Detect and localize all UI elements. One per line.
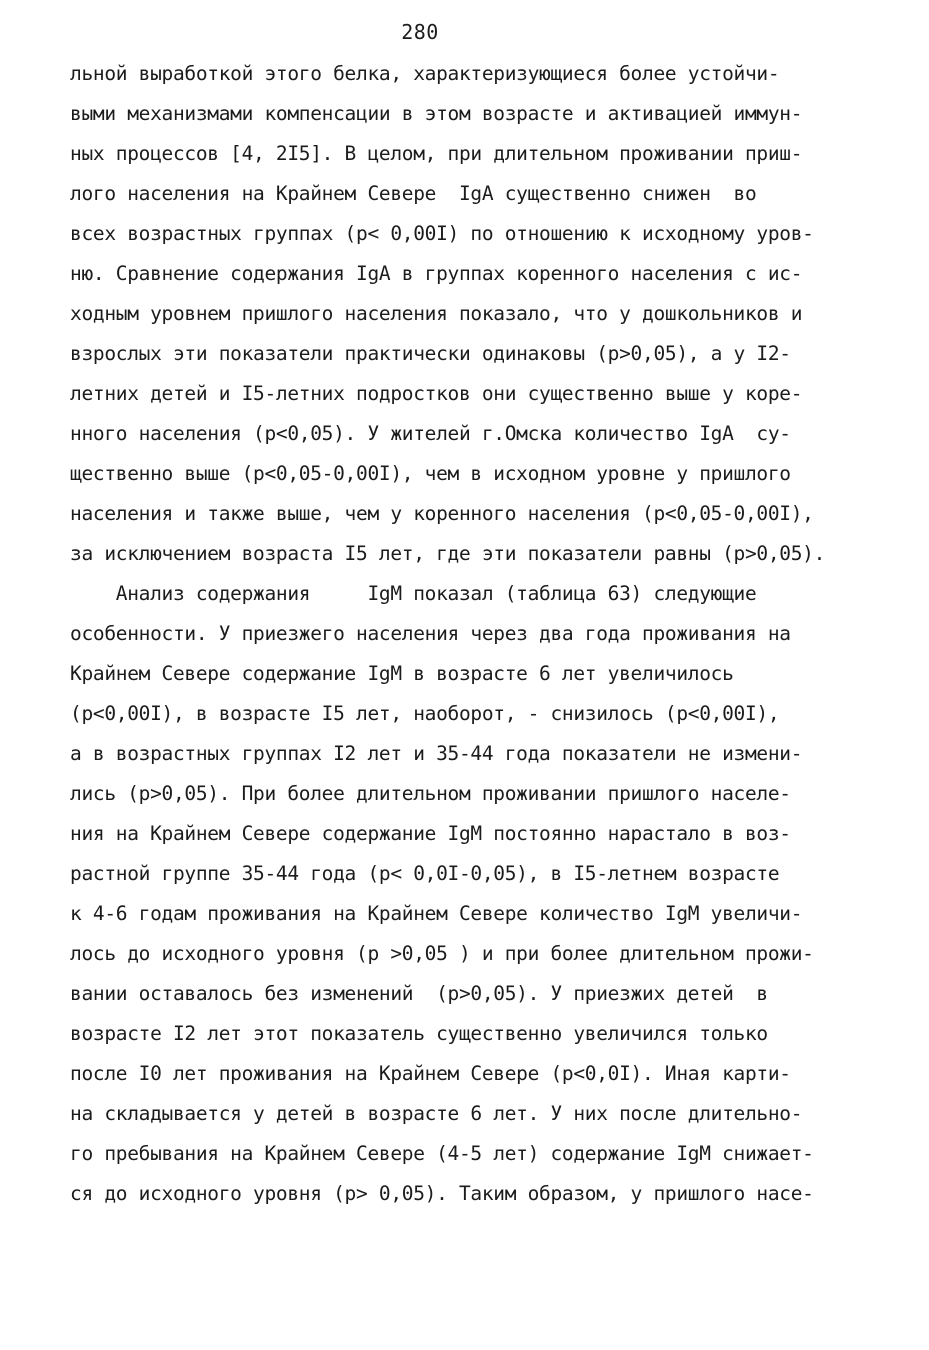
text-line: Крайнем Севере содержание IgM в возрасте 6 лет увеличилось: [70, 662, 734, 685]
text-line: (p<0,00I), в возрасте I5 лет, наоборот, - снизилось (p<0,00I),: [70, 702, 780, 725]
page-number: 280: [401, 20, 439, 44]
text-line: ных процессов [4, 2I5]. В целом, при длительном проживании приш-: [70, 142, 803, 165]
text-line: ния на Крайнем Севере содержание IgM постоянно нарастало в воз-: [70, 822, 791, 845]
text-line: ню. Сравнение содержания IgA в группах коренного населения с ис-: [70, 262, 803, 285]
text-line: вании оставалось без изменений (p>0,05). У приезжих детей в: [70, 982, 768, 1005]
text-line: взрослых эти показатели практически одинаковы (p>0,05), а у I2-: [70, 342, 791, 365]
text-line: за исключением возраста I5 лет, где эти показатели равны (p>0,05).: [70, 542, 826, 565]
text-line: особенности. У приезжего населения через два года проживания на: [70, 622, 791, 645]
text-line: на складывается у детей в возрасте 6 лет. У них после длительно-: [70, 1102, 803, 1125]
text-line: лись (p>0,05). При более длительном проживании пришлого населе-: [70, 782, 791, 805]
text-line: ходным уровнем пришлого населения показало, что у дошкольников и: [70, 302, 803, 325]
text-line: после I0 лет проживания на Крайнем Севере (p<0,0I). Иная карти-: [70, 1062, 791, 1085]
text-line: а в возрастных группах I2 лет и 35-44 года показатели не измени-: [70, 742, 803, 765]
text-line: ся до исходного уровня (p> 0,05). Таким образом, у пришлого насе-: [70, 1182, 814, 1205]
text-line: нного населения (p<0,05). У жителей г.Омска количество IgA су-: [70, 422, 791, 445]
text-line: Анализ содержания IgM показал (таблица 63) следующие: [70, 582, 757, 605]
text-line: го пребывания на Крайнем Севере (4-5 лет) содержание IgM снижает-: [70, 1142, 814, 1165]
text-line: возрасте I2 лет этот показатель существенно увеличился только: [70, 1022, 768, 1045]
text-line: всех возрастных группах (p< 0,00I) по отношению к исходному уров-: [70, 222, 814, 245]
text-line: лось до исходного уровня (p >0,05 ) и при более длительном прожи-: [70, 942, 814, 965]
text-line: к 4-6 годам проживания на Крайнем Севере количество IgM увеличи-: [70, 902, 803, 925]
text-line: лого населения на Крайнем Севере IgA существенно снижен во: [70, 182, 757, 205]
text-line: выми механизмами компенсации в этом возрасте и активацией иммун-: [70, 102, 803, 125]
text-line: растной группе 35-44 года (p< 0,0I-0,05), в I5-летнем возрасте: [70, 862, 780, 885]
text-line: летних детей и I5-летних подростков они существенно выше у коре-: [70, 382, 803, 405]
text-line: льной выработкой этого белка, характеризующиеся более устойчи-: [70, 62, 780, 85]
text-line: щественно выше (p<0,05-0,00I), чем в исходном уровне у пришлого: [70, 462, 791, 485]
text-line: населения и также выше, чем у коренного населения (p<0,05-0,00I),: [70, 502, 814, 525]
